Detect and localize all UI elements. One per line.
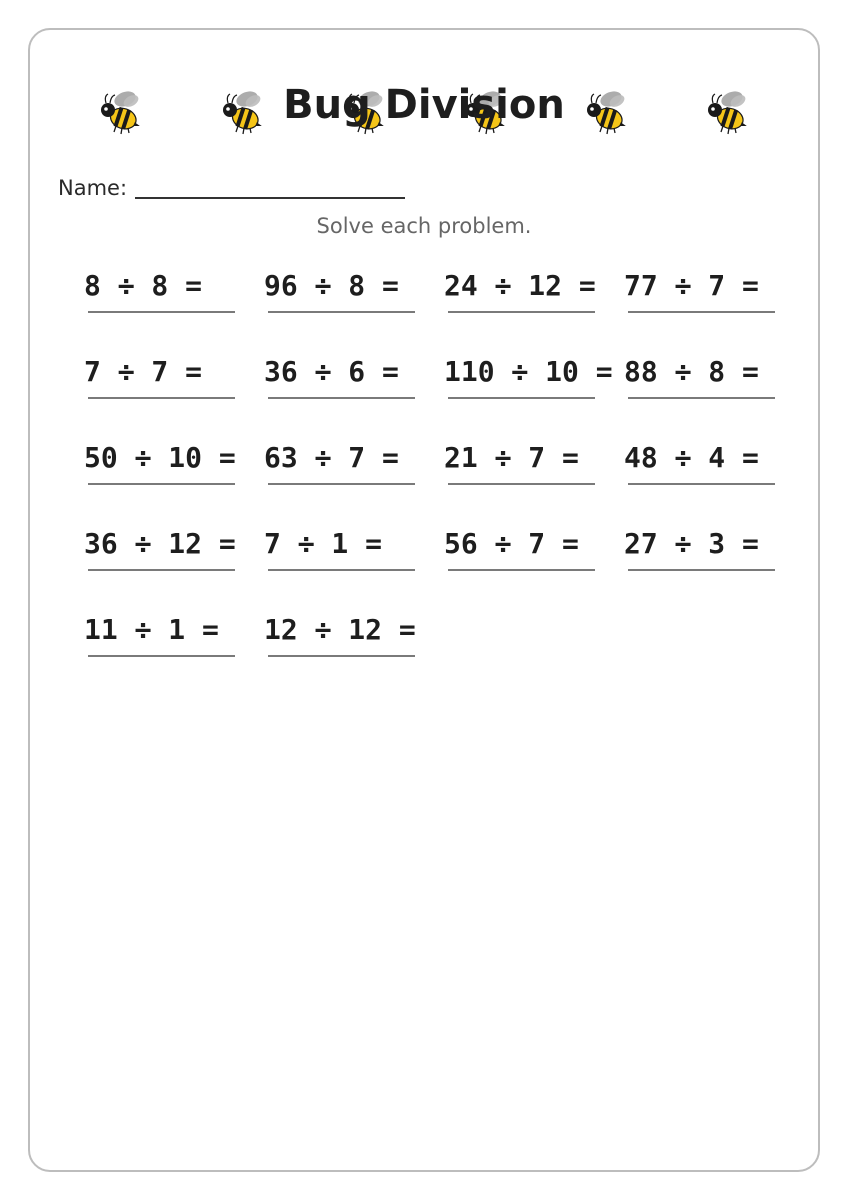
problem-expression: 8 ÷ 8 = (84, 269, 203, 302)
division-problem (444, 348, 624, 434)
division-problem (624, 434, 804, 520)
division-problem (264, 520, 444, 606)
division-problem (264, 262, 444, 348)
division-problem (444, 434, 624, 520)
problem-expression: 77 ÷ 7 = (624, 269, 759, 302)
answer-line[interactable] (628, 569, 775, 571)
division-problem (84, 262, 264, 348)
problem-expression: 96 ÷ 8 = (264, 269, 399, 302)
answer-line[interactable] (88, 311, 235, 313)
answer-line[interactable] (448, 569, 595, 571)
answer-line[interactable] (88, 569, 235, 571)
answer-line[interactable] (628, 483, 775, 485)
problem-expression: 48 ÷ 4 = (624, 441, 759, 474)
name-label: Name: (58, 176, 128, 200)
problem-expression: 36 ÷ 12 = (84, 527, 236, 560)
instructions-text: Solve each problem. (316, 214, 532, 238)
problem-expression: 27 ÷ 3 = (624, 527, 759, 560)
answer-line[interactable] (88, 397, 235, 399)
division-problem (264, 606, 444, 692)
answer-line[interactable] (268, 569, 415, 571)
problem-expression: 24 ÷ 12 = (444, 269, 596, 302)
answer-line[interactable] (448, 483, 595, 485)
worksheet-title: Bug Division (283, 81, 565, 128)
answer-line[interactable] (268, 311, 415, 313)
problem-expression: 88 ÷ 8 = (624, 355, 759, 388)
division-problem (444, 262, 624, 348)
problem-expression: 7 ÷ 1 = (264, 527, 383, 560)
division-problem (444, 520, 624, 606)
problem-expression: 110 ÷ 10 = (444, 355, 613, 388)
problem-expression: 12 ÷ 12 = (264, 613, 416, 646)
division-problem (84, 606, 264, 692)
name-field-row (58, 172, 405, 202)
problem-expression: 36 ÷ 6 = (264, 355, 399, 388)
problem-expression: 21 ÷ 7 = (444, 441, 579, 474)
answer-line[interactable] (628, 397, 775, 399)
problem-expression: 7 ÷ 7 = (84, 355, 203, 388)
division-problem (624, 520, 804, 606)
problem-expression: 50 ÷ 10 = (84, 441, 236, 474)
problem-grid (84, 262, 804, 692)
problem-expression: 11 ÷ 1 = (84, 613, 219, 646)
answer-line[interactable] (628, 311, 775, 313)
problem-expression: 63 ÷ 7 = (264, 441, 399, 474)
answer-line[interactable] (448, 397, 595, 399)
answer-line[interactable] (88, 483, 235, 485)
answer-line[interactable] (88, 655, 235, 657)
answer-line[interactable] (448, 311, 595, 313)
division-problem (84, 434, 264, 520)
division-problem (624, 348, 804, 434)
division-problem (264, 434, 444, 520)
answer-line[interactable] (268, 483, 415, 485)
problem-expression: 56 ÷ 7 = (444, 527, 579, 560)
division-problem (264, 348, 444, 434)
answer-line[interactable] (268, 655, 415, 657)
division-problem (624, 262, 804, 348)
division-problem (84, 520, 264, 606)
answer-line[interactable] (268, 397, 415, 399)
division-problem (84, 348, 264, 434)
name-answer-line[interactable] (135, 197, 405, 199)
